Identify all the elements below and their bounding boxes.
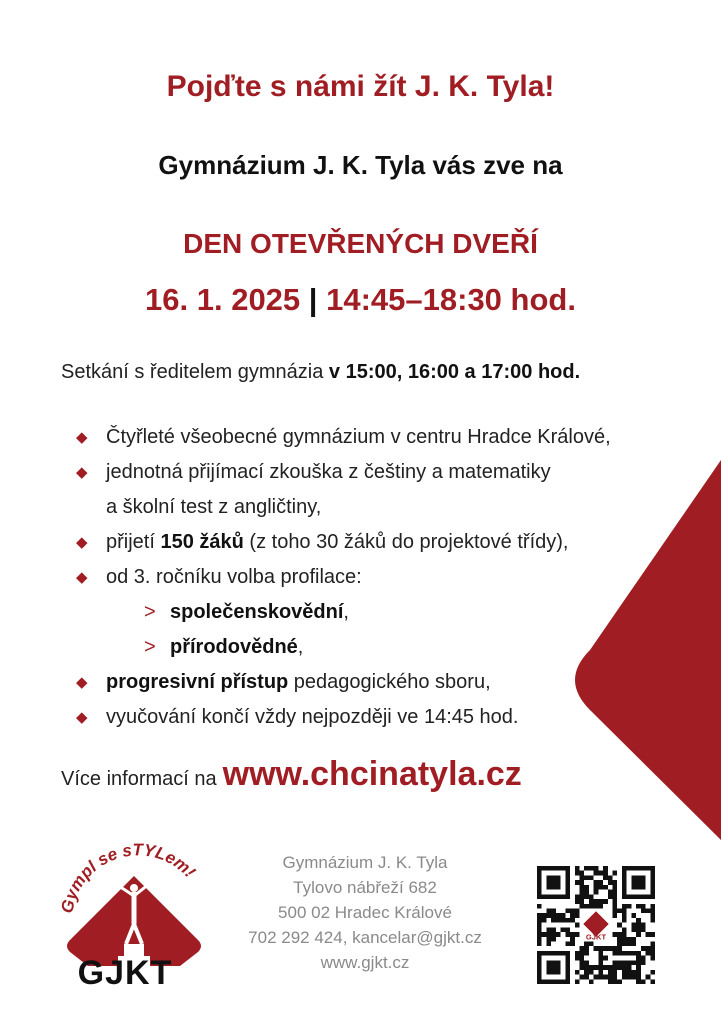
list-item (76, 665, 676, 700)
feature-text: Čtyřleté všeobecné gymnázium v centru Hradce Králové, (106, 426, 611, 448)
feature-text: (z toho 30 žáků do projektové třídy), (243, 531, 569, 553)
invitation-text: Gymnázium J. K. Tyla vás zve na (158, 150, 563, 180)
web-link[interactable]: www.gjkt.cz (320, 953, 410, 972)
feature-text: pedagogického sboru, (288, 671, 491, 693)
sub-list-item (144, 595, 676, 630)
list-item (76, 455, 676, 525)
list-item (76, 420, 676, 455)
arrow-bullet-icon: > (144, 601, 156, 623)
school-address (220, 850, 510, 975)
diamond-bullet-icon: ◆ (76, 569, 88, 586)
more-info (61, 755, 522, 794)
event-date-time (0, 282, 721, 318)
qr-center-label: GJKT (585, 932, 607, 942)
feature-text: od 3. ročníku volba profilace: (106, 566, 362, 588)
feature-text: přijetí (106, 531, 161, 553)
feature-bold-text: progresivní přístup (106, 671, 289, 693)
feature-text: jednotná přijímací zkouška z češtiny a matematiky (106, 461, 551, 483)
diamond-bullet-icon: ◆ (76, 429, 88, 446)
street: Tylovo nábřeží 682 (293, 878, 437, 897)
event-time: 14:45–18:30 hod. (326, 282, 576, 317)
list-item (76, 560, 676, 665)
diamond-bullet-icon: ◆ (76, 674, 88, 691)
event-date: 16. 1. 2025 (145, 282, 301, 317)
date-separator: | (308, 282, 318, 317)
arrow-bullet-icon: > (144, 636, 156, 658)
diamond-bullet-icon: ◆ (76, 534, 88, 551)
diamond-bullet-icon: ◆ (76, 464, 88, 481)
city: 500 02 Hradec Králové (278, 903, 452, 922)
features-list (76, 420, 676, 735)
feature-text: vyučování končí vždy nejpozději ve 14:45 hod. (106, 706, 519, 728)
meeting-times: v 15:00, 16:00 a 17:00 hod. (328, 361, 581, 383)
logo-slogan: Gympl se sTYLem! (57, 840, 200, 915)
website-link[interactable]: www.chcinatyla.cz (222, 755, 522, 793)
punctuation: , (297, 636, 304, 658)
phone: 702 292 424, (248, 928, 353, 947)
punctuation: , (343, 601, 349, 623)
profile-name: přírodovědné (170, 636, 298, 658)
profile-name: společenskovědní (170, 601, 344, 623)
school-name: Gymnázium J. K. Tyla (282, 853, 448, 872)
contact-line (220, 925, 510, 950)
meeting-text: Setkání s ředitelem gymnázia (61, 361, 329, 383)
event-name: DEN OTEVŘENÝCH DVEŘÍ (183, 228, 538, 259)
director-meeting (61, 361, 580, 384)
feature-bold-text: 150 žáků (160, 531, 244, 553)
headline: Pojďte s námi žít J. K. Tyla! (166, 70, 555, 103)
diamond-bullet-icon: ◆ (76, 709, 88, 726)
logo-acronym: GJKT (77, 954, 173, 992)
list-item (76, 700, 676, 735)
feature-text: a školní test z angličtiny, (106, 496, 322, 518)
profile-sublist (106, 595, 676, 665)
email-link[interactable]: kancelar@gjkt.cz (352, 928, 482, 947)
list-item (76, 525, 676, 560)
qr-code[interactable] (537, 866, 655, 984)
sub-list-item (144, 630, 676, 665)
more-info-label: Více informací na (61, 768, 217, 790)
